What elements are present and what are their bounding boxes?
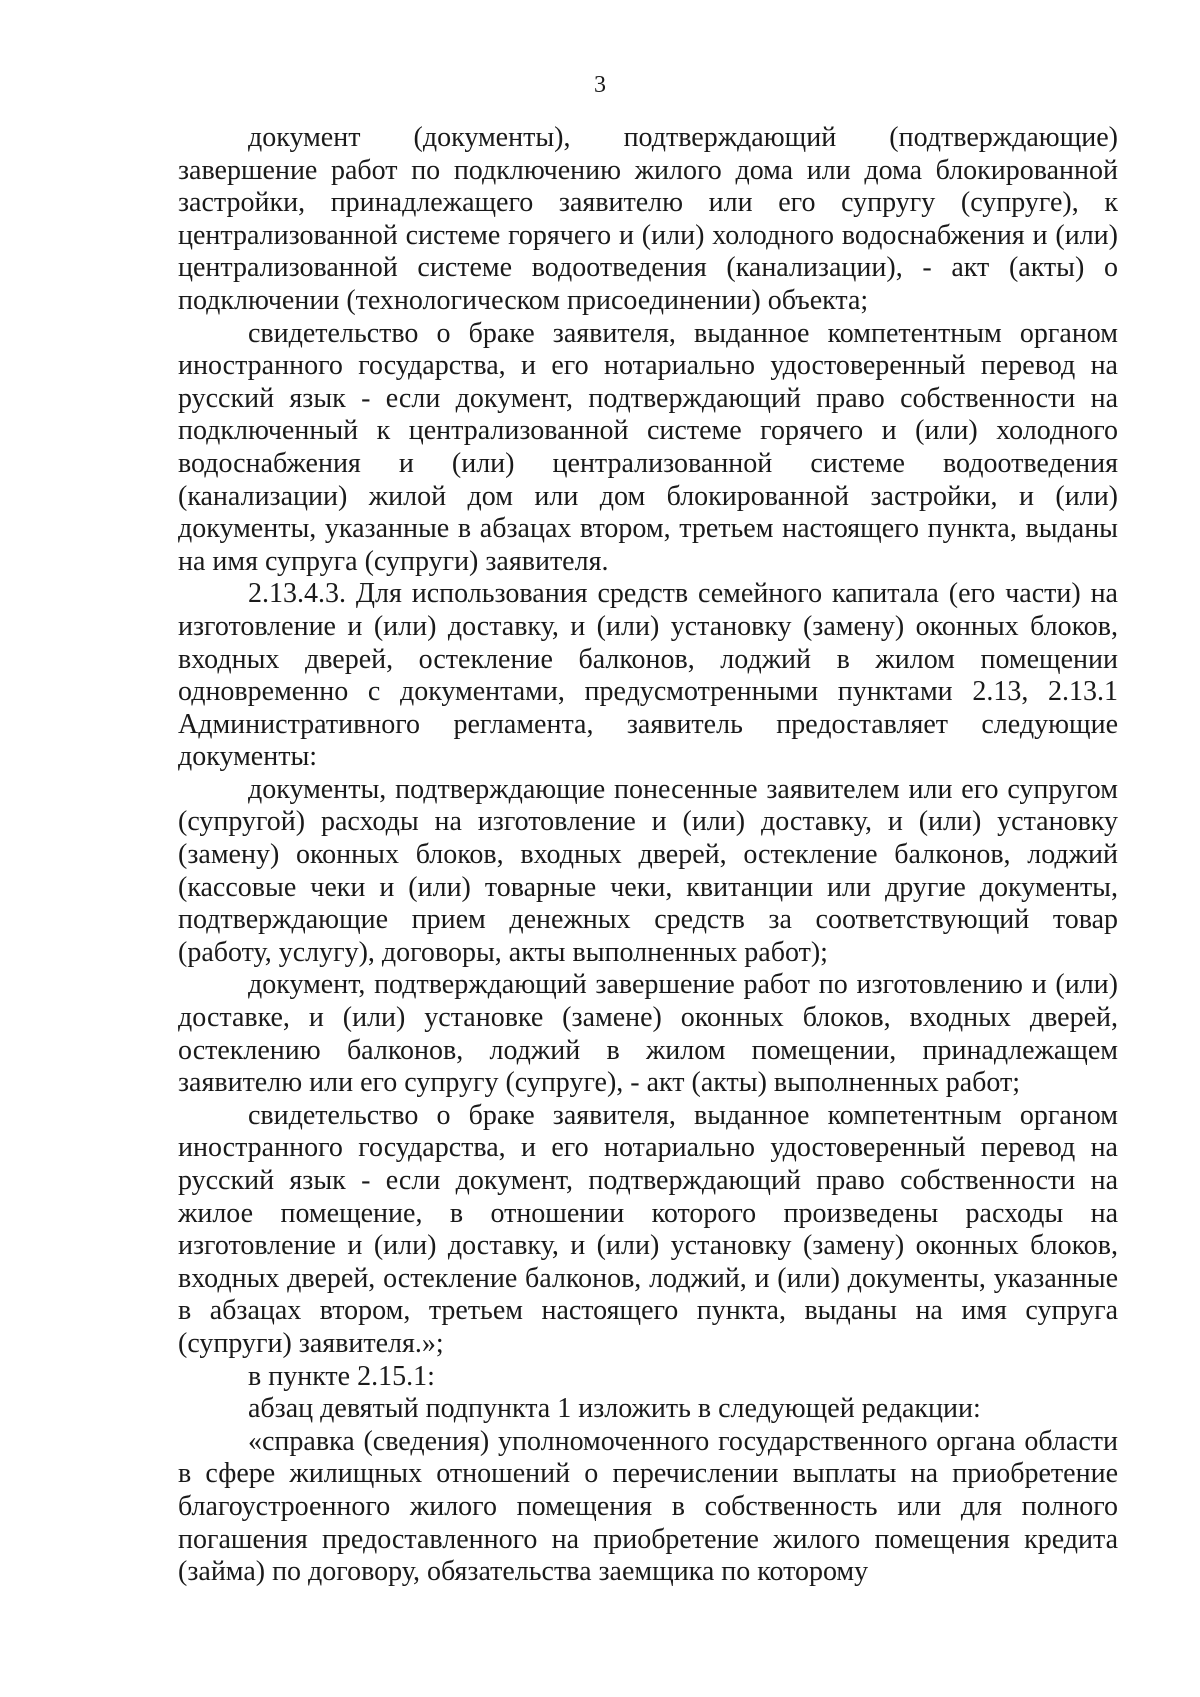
page-number: 3: [594, 72, 606, 98]
paragraph-completion-act: документ, подтверждающий завершение работ по изготовлению и (или) доставке, и (или) установке (замене) оконных блоков, входных дверей, остеклению балконов, лоджий в жилом помещении, принадлежащем заявителю или его супругу (супруге), - акт (акты) выполненных работ;: [178, 969, 1118, 1099]
paragraph-section-2-13-4-3: 2.13.4.3. Для использования средств семейного капитала (его части) на изготовление и (или) доставку, и (или) установку (замену) оконных блоков, входных дверей, остекление балконов, лоджий в жилом помещении одновременно с документами, предусмотренными пунктами 2.13, 2.13.1 Административного регламента, заявитель предоставляет следующие документы:: [178, 578, 1118, 773]
paragraph-certificate-housing-payment: «справка (сведения) уполномоченного государственного органа области в сфере жилищных отношений о перечислении выплаты на приобретение благоустроенного жилого помещения в собственность или для полного погашения предоставленного на приобретение жилого помещения кредита (займа) по договору, обязательства заемщика по которому: [178, 1425, 1118, 1588]
document-body: [178, 122, 1118, 1589]
paragraph-in-point-2-15-1: в пункте 2.15.1:: [248, 1360, 435, 1392]
paragraph-expense-documents: документы, подтверждающие понесенные заявителем или его супругом (супругой) расходы на изготовление и (или) доставку, и (или) установку (замену) оконных блоков, входных дверей, остекление балконов, лоджий (кассовые чеки и (или) товарные чеки, квитанции или другие документы, подтверждающие прием денежных средств за соответствующий товар (работу, услугу), договоры, акты выполненных работ);: [178, 773, 1118, 968]
paragraph-ninth-abzac: абзац девятый подпункта 1 изложить в следующей редакции:: [248, 1393, 981, 1425]
paragraph-marriage-certificate-connection: свидетельство о браке заявителя, выданное компетентным органом иностранного государства, и его нотариально удостоверенный перевод на русский язык - если документ, подтверждающий право собственности на подключенный к централизованной системе горячего и (или) холодного водоснабжения и (или) централизованной системе водоотведения (канализации) жилой дом или дом блокированной застройки, и (или) документы, указанные в абзацах втором, третьем настоящего пункта, выданы на имя супруга (супруги) заявителя.: [178, 317, 1118, 577]
paragraph-marriage-certificate-windows: свидетельство о браке заявителя, выданное компетентным органом иностранного государства, и его нотариально удостоверенный перевод на русский язык - если документ, подтверждающий право собственности на жилое помещение, в отношении которого произведены расходы на изготовление и (или) доставку, и (или) установку (замену) оконных блоков, входных дверей, остекление балконов, лоджий, и (или) документы, указанные в абзацах втором, третьем настоящего пункта, выданы на имя супруга (супруги) заявителя.»;: [178, 1099, 1118, 1359]
paragraph-act-of-connection: документ (документы), подтверждающий (подтверждающие) завершение работ по подключению жилого дома или дома блокированной застройки, принадлежащего заявителю или его супругу (супруге), к централизованной системе горячего и (или) холодного водоснабжения и (или) централизованной системе водоотведения (канализации), - акт (акты) о подключении (технологическом присоединении) объекта;: [178, 122, 1118, 316]
